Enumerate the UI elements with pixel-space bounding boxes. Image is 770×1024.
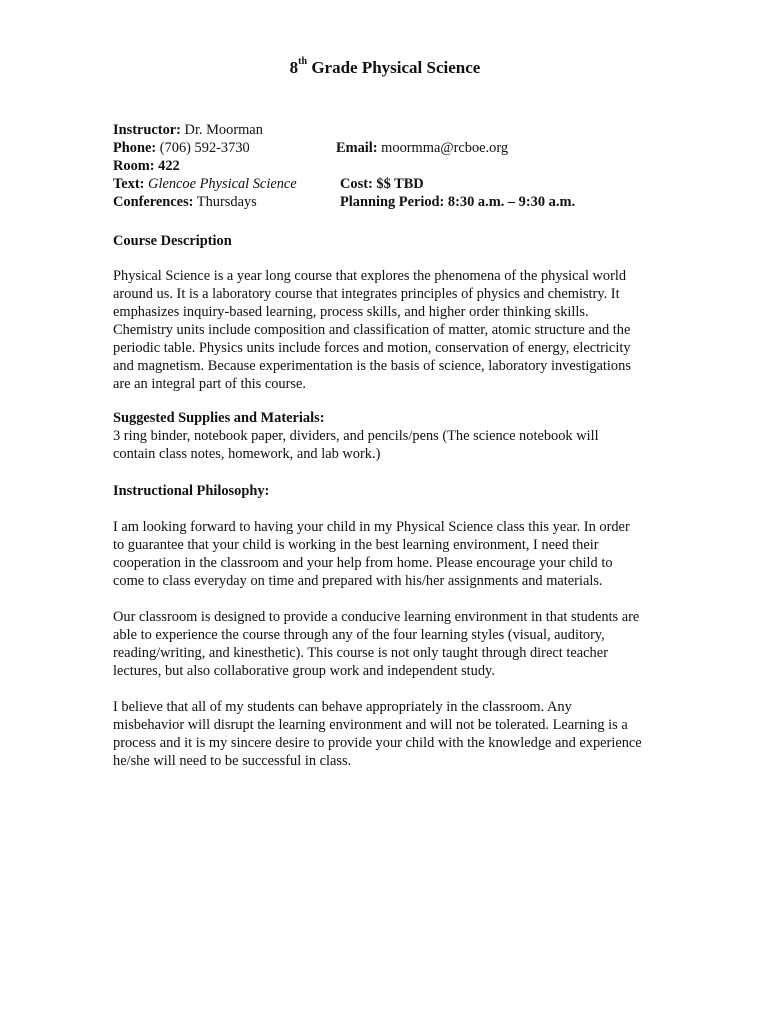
phone-row bbox=[113, 139, 250, 157]
paragraph-line: I am looking forward to having your child in my Physical Science class this year. In order bbox=[113, 519, 630, 535]
cost-row: Cost: $$ TBD bbox=[340, 176, 424, 192]
paragraph-line: are an integral part of this course. bbox=[113, 376, 306, 392]
page-title bbox=[0, 57, 770, 79]
paragraph-line: periodic table. Physics units include forces and motion, conservation of energy, electricity bbox=[113, 340, 631, 356]
title-text: Grade Physical Science bbox=[307, 58, 481, 77]
paragraph-line: process and it is my sincere desire to provide your child with the knowledge and experience bbox=[113, 735, 642, 751]
paragraph-line: misbehavior will disrupt the learning environment and will not be tolerated. Learning is a bbox=[113, 717, 628, 733]
paragraph-line: Our classroom is designed to provide a conducive learning environment in that students are bbox=[113, 609, 640, 625]
philosophy-section bbox=[113, 482, 673, 770]
title-number: 8 bbox=[289, 58, 299, 77]
paragraph-line: come to class everyday on time and prepared with his/her assignments and materials. bbox=[113, 573, 603, 589]
course-description-paragraph bbox=[113, 267, 673, 393]
supplies-section bbox=[113, 409, 673, 463]
paragraph-line: 3 ring binder, notebook paper, dividers, and pencils/pens (The science notebook will bbox=[113, 428, 599, 444]
paragraph-line: he/she will need to be successful in class. bbox=[113, 753, 352, 769]
conferences-row bbox=[113, 193, 257, 211]
phone-label: Phone: bbox=[113, 140, 157, 156]
paragraph-line: reading/writing, and kinesthetic). This course is not only taught through direct teacher bbox=[113, 645, 608, 661]
paragraph-line: and magnetism. Because experimentation is the basis of science, laboratory investigations bbox=[113, 358, 631, 374]
email-label: Email: bbox=[336, 140, 378, 156]
paragraph-line: Physical Science is a year long course that explores the phenomena of the physical world bbox=[113, 268, 627, 284]
paragraph-line: around us. It is a laboratory course that integrates principles of physics and chemistry. It bbox=[113, 286, 620, 302]
text-row bbox=[113, 175, 297, 193]
email-row bbox=[336, 139, 508, 157]
conferences-label: Conferences: bbox=[113, 194, 194, 210]
instructor-value: Dr. Moorman bbox=[180, 122, 263, 138]
text-label: Text: bbox=[113, 176, 145, 192]
instructor-label: Instructor: bbox=[113, 122, 181, 138]
philosophy-paragraph-1 bbox=[113, 518, 673, 590]
email-value: moormma@rcboe.org bbox=[377, 140, 509, 156]
philosophy-heading: Instructional Philosophy: bbox=[113, 483, 270, 499]
title-superscript: th bbox=[298, 56, 308, 68]
course-description-heading: Course Description bbox=[113, 233, 232, 249]
paragraph-line: able to experience the course through any of the four learning styles (visual, auditory, bbox=[113, 627, 605, 643]
instructor-row bbox=[113, 121, 263, 139]
philosophy-paragraph-3 bbox=[113, 698, 673, 770]
paragraph-line: I believe that all of my students can behave appropriately in the classroom. Any bbox=[113, 699, 572, 715]
paragraph-line: emphasizes inquiry-based learning, process skills, and higher order thinking skills. bbox=[113, 304, 589, 320]
course-info-block bbox=[113, 121, 673, 211]
paragraph-line: cooperation in the classroom and your help from home. Please encourage your child to bbox=[113, 555, 613, 571]
course-description-section bbox=[113, 232, 673, 393]
paragraph-line: lectures, but also collaborative group work and independent study. bbox=[113, 663, 495, 679]
supplies-heading: Suggested Supplies and Materials: bbox=[113, 410, 325, 426]
paragraph-line: to guarantee that your child is working in the best learning environment, I need their bbox=[113, 537, 599, 553]
text-value: Glencoe Physical Science bbox=[144, 176, 297, 192]
paragraph-line: Chemistry units include composition and classification of matter, atomic structure and the bbox=[113, 322, 631, 338]
room-row: Room: 422 bbox=[113, 158, 180, 174]
phone-value: (706) 592-3730 bbox=[156, 140, 250, 156]
philosophy-paragraph-2 bbox=[113, 608, 673, 680]
conferences-value: Thursdays bbox=[193, 194, 257, 210]
planning-period-row: Planning Period: 8:30 a.m. – 9:30 a.m. bbox=[340, 194, 576, 210]
paragraph-line: contain class notes, homework, and lab work.) bbox=[113, 446, 381, 462]
